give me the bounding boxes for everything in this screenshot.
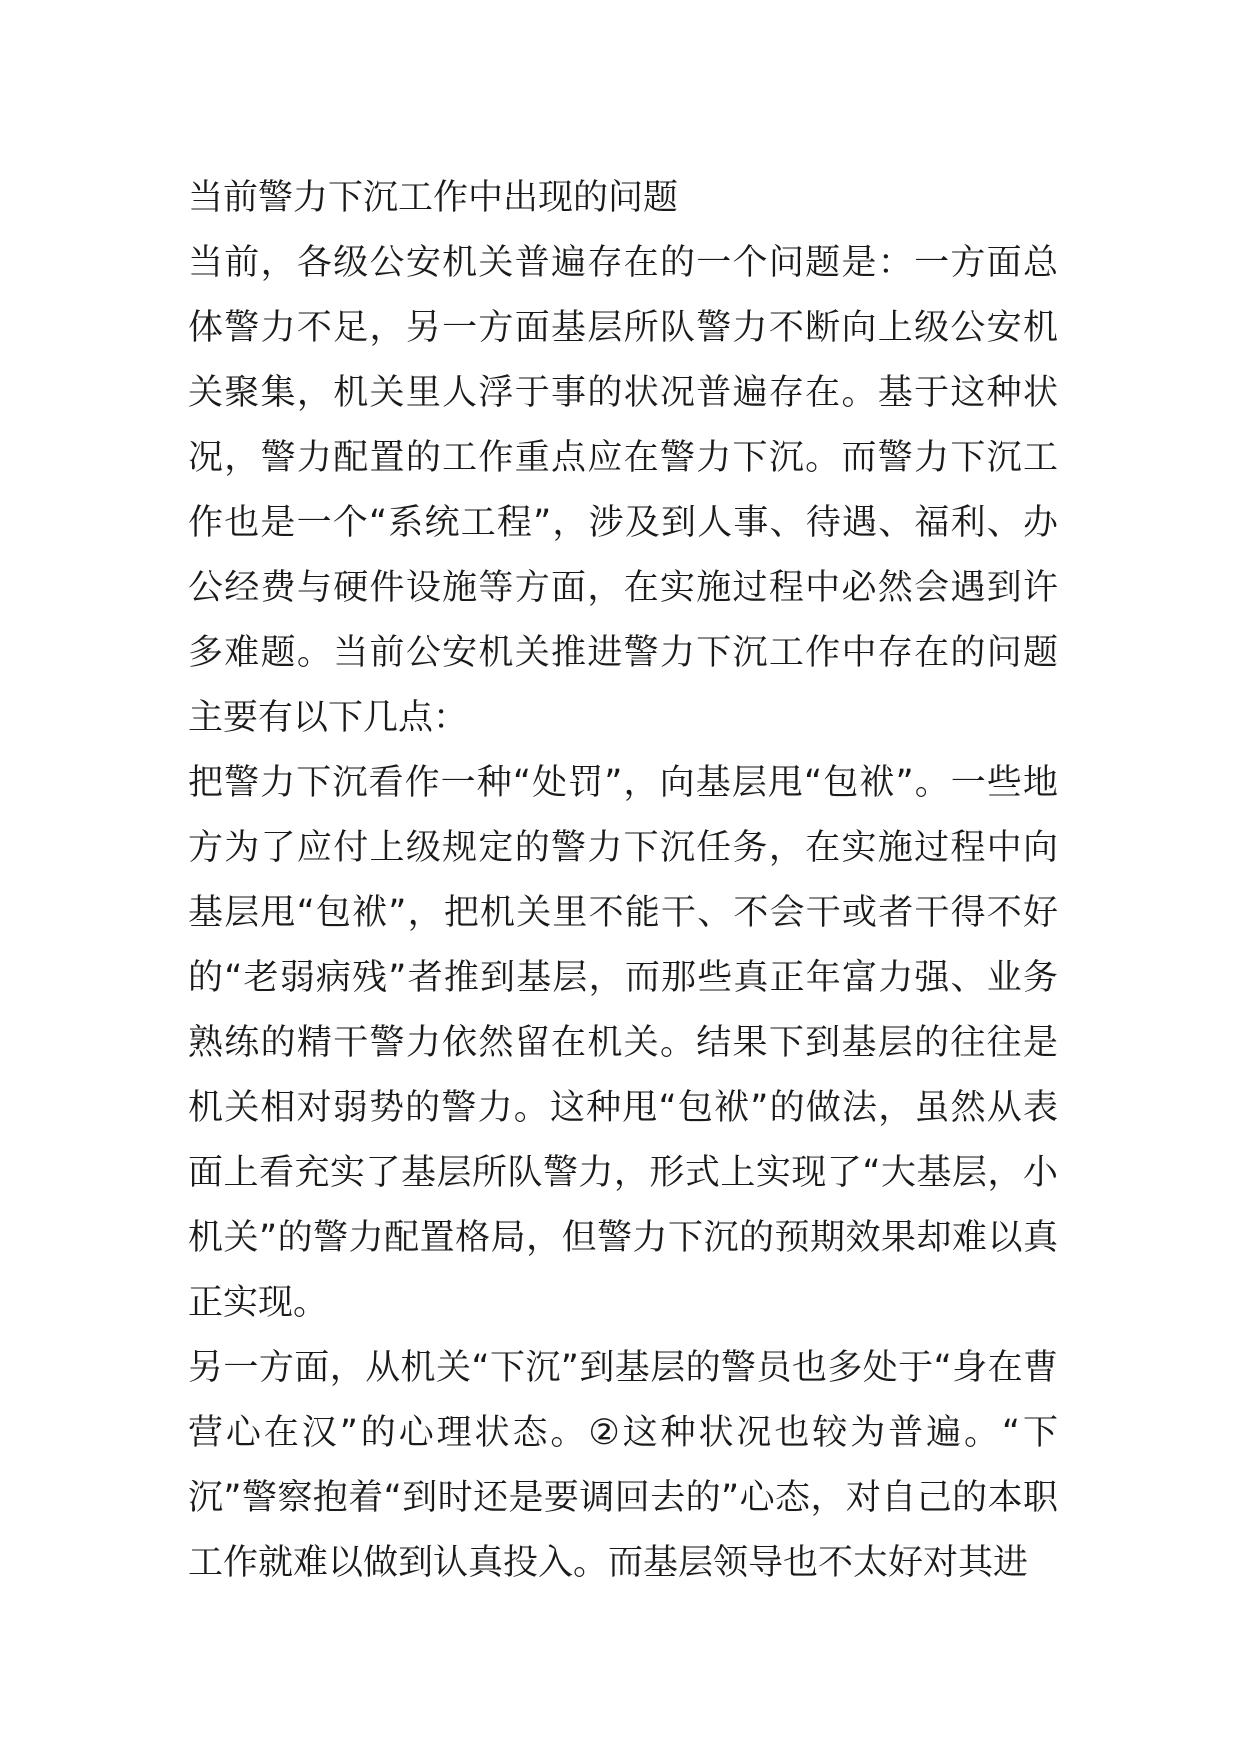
paragraph-2: 把警力下沉看作一种“处罚”，向基层甩“包袱”。一些地方为了应付上级规定的警力下沉任务，在实施过程中向基层甩“包袱”，把机关里不能干、不会干或者干得不好的“老弱病残”者推到基层，而那些真正年富力强、业务熟练的精干警力依然留在机关。结果下到基层的往往是机关相对弱势的警力。这种甩“包袱”的做法，虽然从表面上看充实了基层所队警力，形式上实现了“大基层，小机关”的警力配置格局，但警力下沉的预期效果却难以真正实现。 (188, 763, 1058, 1323)
document-heading: 当前警力下沉工作中出现的问题 (188, 178, 679, 218)
paragraph-1: 当前，各级公安机关普遍存在的一个问题是：一方面总体警力不足，另一方面基层所队警力不断向上级公安机关聚集，机关里人浮于事的状况普遍存在。基于这种状况，警力配置的工作重点应在警力下沉。而警力下沉工作也是一个“系统工程”，涉及到人事、待遇、福利、办公经费与硬件设施等方面，在实施过程中必然会遇到许多难题。当前公安机关推进警力下沉工作中存在的问题主要有以下几点： (188, 243, 1058, 738)
document-body (188, 166, 1058, 1596)
paragraph-3: 另一方面，从机关“下沉”到基层的警员也多处于“身在曹营心在汉”的心理状态。②这种状况也较为普遍。“下沉”警察抱着“到时还是要调回去的”心态，对自己的本职工作就难以做到认真投入。而基层领导也不太好对其进 (188, 1348, 1058, 1583)
